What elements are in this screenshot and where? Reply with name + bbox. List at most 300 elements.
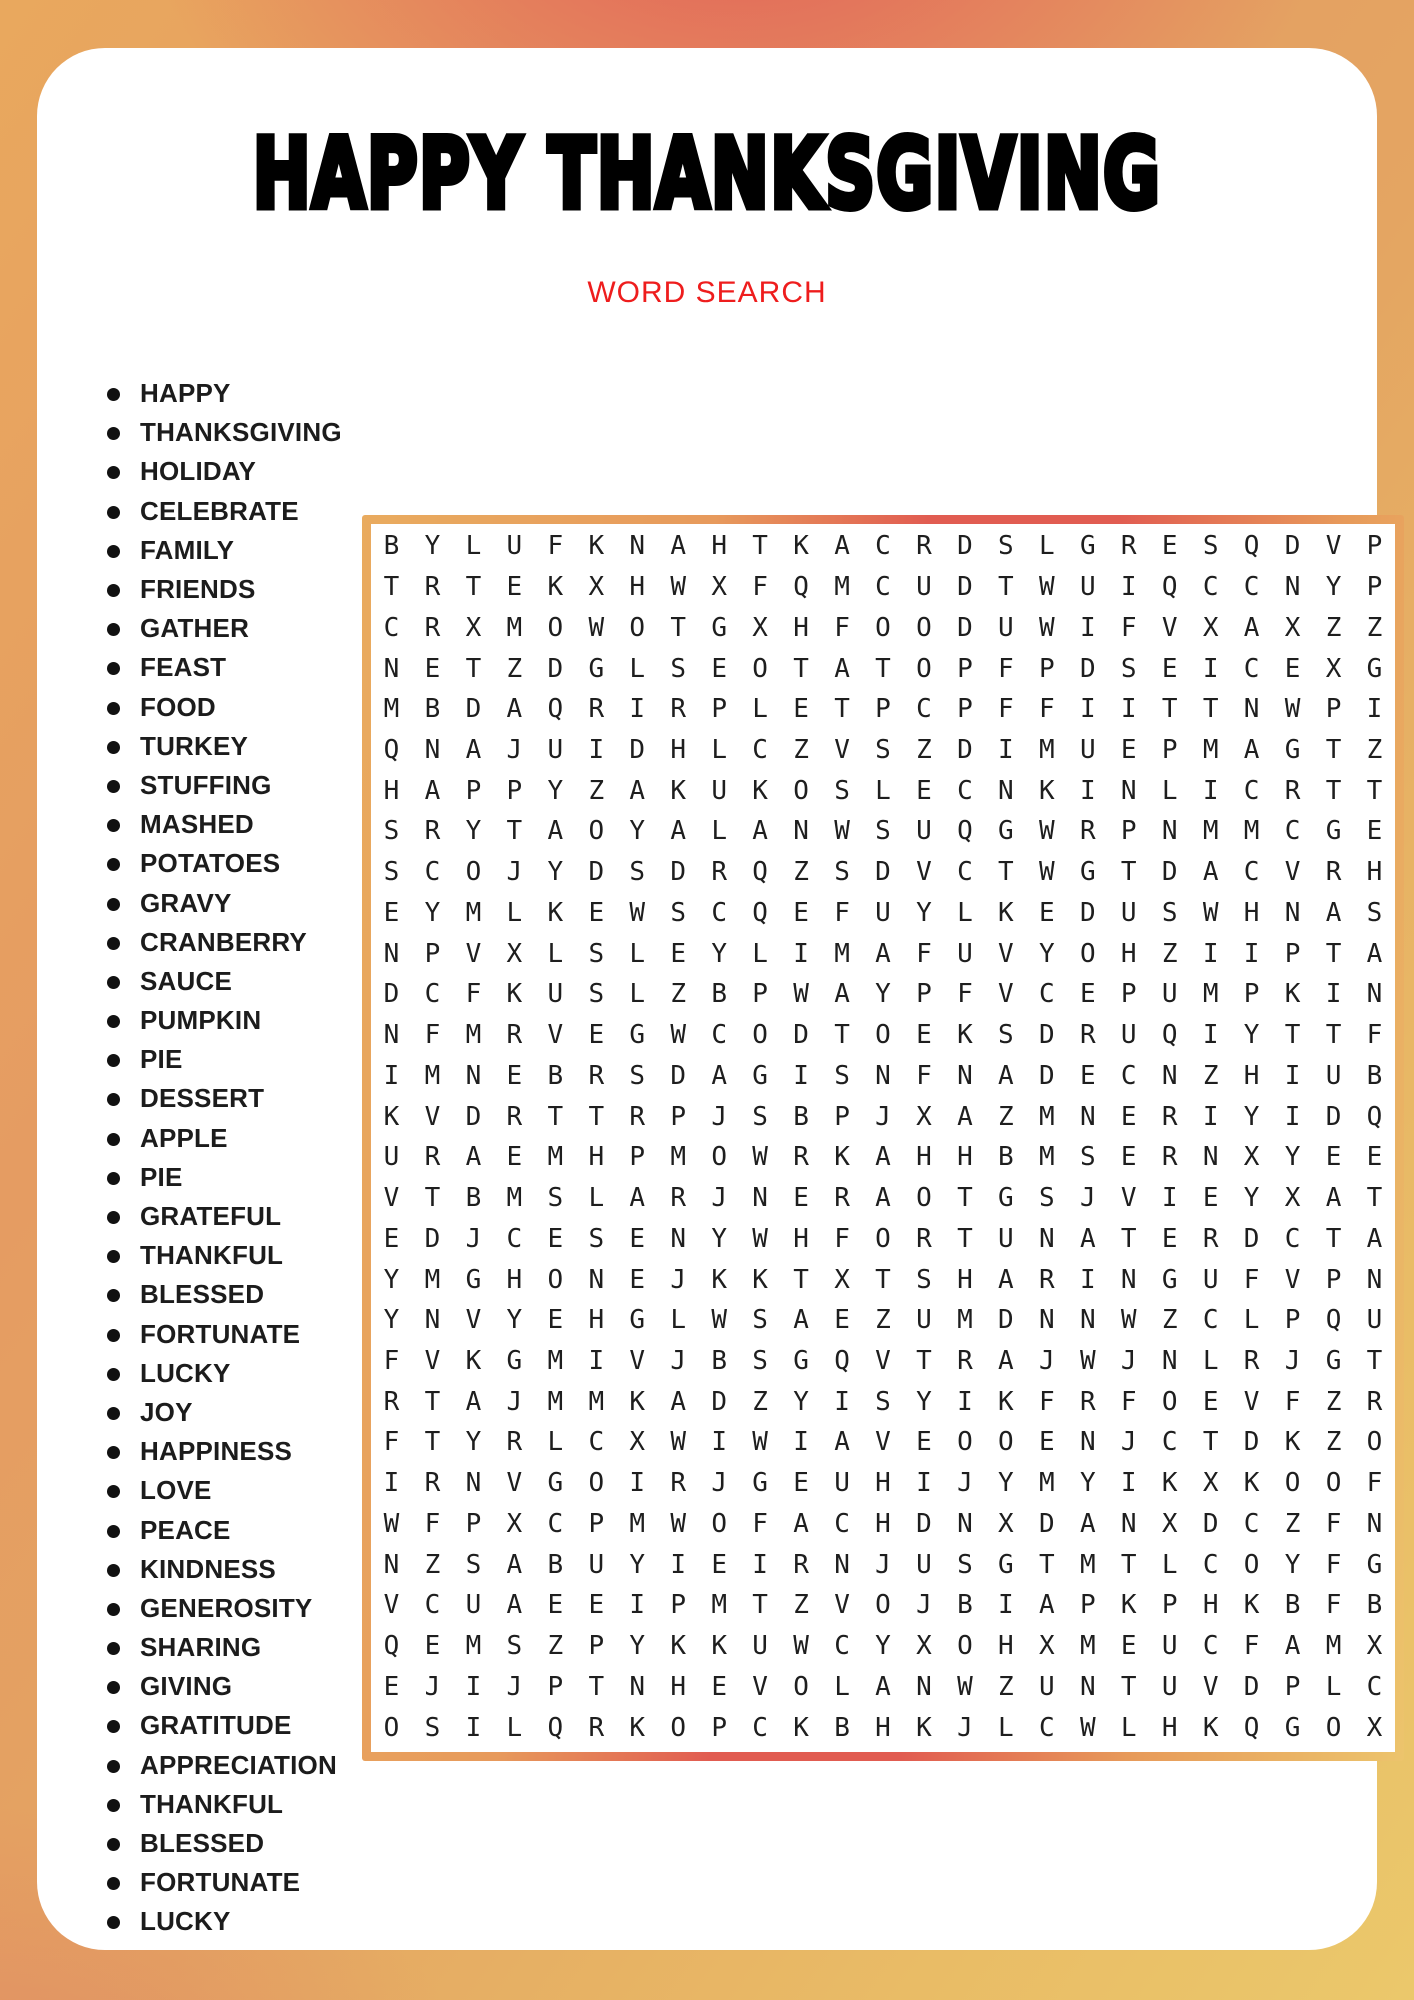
grid-letter: P xyxy=(1120,816,1137,847)
grid-letter: C xyxy=(1202,1305,1219,1336)
grid-letter: O xyxy=(1325,1468,1342,1499)
grid-letter: D xyxy=(1161,857,1178,888)
word-list-item: BLESSED xyxy=(107,1824,342,1863)
grid-letter: Z xyxy=(1161,1305,1178,1336)
grid-letter: A xyxy=(711,1060,727,1091)
grid-letter: N xyxy=(1284,897,1301,928)
grid-letter: T xyxy=(1325,1223,1342,1254)
grid-letter: P xyxy=(1325,694,1342,725)
grid-letter: R xyxy=(588,1712,605,1743)
grid-letter: I xyxy=(1284,1060,1301,1091)
grid-letter: K xyxy=(1039,775,1055,806)
grid-letter: S xyxy=(875,1386,891,1417)
grid-letter: U xyxy=(1161,1631,1178,1662)
grid-letter: I xyxy=(383,1060,400,1091)
grid-letter: A xyxy=(506,1549,523,1580)
grid-letter: A xyxy=(629,1183,646,1214)
grid-letter: I xyxy=(1202,1101,1219,1132)
grid-letter: V xyxy=(1243,1386,1260,1417)
grid-letter: K xyxy=(711,1631,727,1662)
grid-letter: V xyxy=(383,1183,400,1214)
grid-letter: A xyxy=(629,775,646,806)
grid-letter: Y xyxy=(1284,1549,1301,1580)
grid-letter: S xyxy=(834,775,850,806)
grid-letter: N xyxy=(1161,1060,1178,1091)
grid-letter: X xyxy=(1243,1142,1260,1173)
grid-letter: Y xyxy=(383,1305,400,1336)
grid-letter: F xyxy=(547,531,564,562)
grid-letter: Z xyxy=(916,735,932,766)
grid-letter: S xyxy=(629,1060,646,1091)
grid-letter: G xyxy=(1284,1712,1301,1743)
grid-letter: E xyxy=(547,1590,564,1621)
grid-letter: C xyxy=(1202,1549,1219,1580)
grid-letter: O xyxy=(711,1508,727,1539)
grid-letter: N xyxy=(1202,1142,1219,1173)
grid-letter: X xyxy=(1366,1712,1383,1743)
grid-letter: K xyxy=(1243,1468,1260,1499)
grid-letter: V xyxy=(998,979,1014,1010)
grid-letter: E xyxy=(547,1223,564,1254)
grid-letter: W xyxy=(670,572,687,603)
grid-letter: W xyxy=(1120,1305,1137,1336)
grid-letter: O xyxy=(875,1590,891,1621)
grid-letter: H xyxy=(1243,1060,1260,1091)
grid-letter: Y xyxy=(711,1223,727,1254)
grid-letter: X xyxy=(834,1264,850,1295)
grid-letter: T xyxy=(1325,775,1342,806)
word-list-item: THANKFUL xyxy=(107,1236,342,1275)
grid-letter: S xyxy=(383,857,400,888)
grid-letter: C xyxy=(1243,653,1260,684)
grid-letter: O xyxy=(1284,1468,1301,1499)
grid-letter: N xyxy=(1079,1101,1096,1132)
grid-letter: P xyxy=(916,979,932,1010)
grid-letter: I xyxy=(957,1386,973,1417)
grid-letter: E xyxy=(588,1590,605,1621)
grid-letter: C xyxy=(752,1712,768,1743)
grid-letter: X xyxy=(711,572,727,603)
grid-letter: V xyxy=(547,1020,564,1051)
grid-letter: Q xyxy=(834,1346,850,1377)
grid-letter: M xyxy=(424,1264,441,1295)
grid-letter: Z xyxy=(793,1590,809,1621)
grid-letter: X xyxy=(916,1101,932,1132)
grid-letter: P xyxy=(711,1712,727,1743)
grid-letter: C xyxy=(834,1631,850,1662)
grid-letter: N xyxy=(1120,1508,1137,1539)
grid-letter: L xyxy=(1325,1671,1342,1702)
grid-letter: N xyxy=(957,1060,973,1091)
grid-letter: L xyxy=(998,1712,1014,1743)
grid-letter: I xyxy=(793,1060,809,1091)
grid-letter: Q xyxy=(1366,1101,1383,1132)
grid-letter: G xyxy=(629,1020,646,1051)
grid-letter: G xyxy=(998,816,1014,847)
grid-letter: X xyxy=(465,612,482,643)
grid-letter: F xyxy=(1120,612,1137,643)
grid-letter: E xyxy=(383,1223,400,1254)
grid-letter: Q xyxy=(752,897,768,928)
grid-letter: V xyxy=(875,1346,891,1377)
grid-letter: H xyxy=(711,531,727,562)
grid-letter: R xyxy=(793,1142,809,1173)
grid-letter: K xyxy=(547,897,564,928)
grid-letter: G xyxy=(1284,735,1301,766)
grid-letter: T xyxy=(1120,857,1137,888)
grid-letter: I xyxy=(793,938,809,969)
grid-letter: Q xyxy=(547,1712,564,1743)
grid-letter: I xyxy=(1202,775,1219,806)
grid-letter: O xyxy=(875,1020,891,1051)
grid-letter: C xyxy=(1202,1631,1219,1662)
grid-letter: H xyxy=(998,1631,1014,1662)
grid-letter: R xyxy=(1284,775,1301,806)
grid-letter: A xyxy=(1202,857,1219,888)
grid-letter: A xyxy=(465,1386,482,1417)
grid-letter: T xyxy=(1366,1346,1383,1377)
grid-letter: Z xyxy=(506,653,523,684)
grid-letter: P xyxy=(1284,1671,1301,1702)
grid-letter: H xyxy=(875,1468,891,1499)
grid-letter: N xyxy=(1366,979,1383,1010)
grid-letter: J xyxy=(1039,1346,1055,1377)
grid-letter: D xyxy=(998,1305,1014,1336)
grid-letter: R xyxy=(383,1386,400,1417)
grid-letter: P xyxy=(1161,735,1178,766)
grid-letter: S xyxy=(424,1712,441,1743)
grid-letter: E xyxy=(1202,1183,1219,1214)
grid-letter: D xyxy=(629,735,646,766)
grid-letter: L xyxy=(1161,775,1178,806)
grid-letter: Y xyxy=(629,1631,646,1662)
grid-letter: N xyxy=(1079,1427,1096,1458)
grid-letter: K xyxy=(506,979,523,1010)
grid-letter: S xyxy=(670,897,687,928)
word-list-item: CELEBRATE xyxy=(107,492,342,531)
grid-letter: R xyxy=(916,531,932,562)
grid-letter: K xyxy=(670,775,687,806)
grid-letter: T xyxy=(957,1183,973,1214)
grid-letter: H xyxy=(793,612,809,643)
grid-letter: R xyxy=(588,694,605,725)
grid-letter: W xyxy=(834,816,850,847)
word-list-item: FEAST xyxy=(107,648,342,687)
grid-letter: L xyxy=(957,897,973,928)
grid-letter: I xyxy=(1284,1101,1301,1132)
grid-letter: O xyxy=(957,1427,973,1458)
grid-letter: D xyxy=(1325,1101,1342,1132)
grid-letter: A xyxy=(998,1264,1014,1295)
grid-letter: U xyxy=(383,1142,400,1173)
grid-letter: O xyxy=(916,653,932,684)
grid-letter: Z xyxy=(793,857,809,888)
grid-letter: X xyxy=(506,1508,523,1539)
grid-letter: U xyxy=(834,1468,850,1499)
grid-letter: K xyxy=(670,1631,687,1662)
grid-letter: E xyxy=(547,1305,564,1336)
grid-letter: O xyxy=(383,1712,400,1743)
grid-letter: Z xyxy=(588,775,605,806)
grid-letter: O xyxy=(1243,1549,1260,1580)
grid-letter: T xyxy=(383,572,400,603)
grid-letter: O xyxy=(588,1468,605,1499)
grid-letter: J xyxy=(670,1346,687,1377)
grid-letter: C xyxy=(752,735,768,766)
grid-letter: D xyxy=(1039,1020,1055,1051)
grid-letter: E xyxy=(916,1427,932,1458)
grid-letter: I xyxy=(1079,775,1096,806)
grid-letter: C xyxy=(957,775,973,806)
grid-letter: G xyxy=(1325,816,1342,847)
word-list-item: THANKSGIVING xyxy=(107,413,342,452)
grid-letter: J xyxy=(711,1183,727,1214)
grid-letter: D xyxy=(465,1101,482,1132)
grid-letter: T xyxy=(752,531,768,562)
word-list-item: LUCKY xyxy=(107,1354,342,1393)
grid-letter: W xyxy=(1202,897,1219,928)
grid-letter: F xyxy=(998,694,1014,725)
grid-letter: Y xyxy=(998,1468,1014,1499)
grid-letter: I xyxy=(793,1427,809,1458)
grid-letter: X xyxy=(1366,1631,1383,1662)
grid-letter: Z xyxy=(1325,1427,1342,1458)
grid-letter: D xyxy=(957,531,973,562)
grid-letter: O xyxy=(547,612,564,643)
grid-letter: N xyxy=(1079,1671,1096,1702)
grid-letter: P xyxy=(670,1590,687,1621)
grid-letter: O xyxy=(916,1183,932,1214)
grid-letter: F xyxy=(916,1060,932,1091)
grid-letter: F xyxy=(916,938,932,969)
grid-letter: H xyxy=(875,1712,891,1743)
grid-letter: O xyxy=(588,816,605,847)
grid-letter: O xyxy=(957,1631,973,1662)
grid-letter: F xyxy=(998,653,1014,684)
grid-letter: W xyxy=(711,1305,727,1336)
grid-letter: P xyxy=(957,694,973,725)
grid-letter: I xyxy=(752,1549,768,1580)
grid-letter: T xyxy=(424,1386,441,1417)
grid-letter: S xyxy=(1202,531,1219,562)
grid-letter: D xyxy=(670,857,687,888)
grid-letter: D xyxy=(1079,897,1096,928)
grid-letter: X xyxy=(1161,1508,1178,1539)
grid-letter: F xyxy=(834,897,850,928)
grid-letter: Z xyxy=(998,1101,1014,1132)
grid-letter: K xyxy=(588,531,605,562)
grid-letter: Y xyxy=(629,816,646,847)
grid-letter: N xyxy=(1039,1305,1055,1336)
grid-letter: U xyxy=(465,1590,482,1621)
grid-letter: O xyxy=(1079,938,1096,969)
grid-letter: H xyxy=(793,1223,809,1254)
grid-letter: E xyxy=(506,1142,523,1173)
grid-letter: M xyxy=(1039,735,1055,766)
grid-letter: I xyxy=(1366,694,1383,725)
grid-letter: L xyxy=(629,653,646,684)
grid-letter: V xyxy=(383,1590,400,1621)
grid-letter: A xyxy=(875,938,891,969)
grid-letter: T xyxy=(1366,1183,1383,1214)
grid-letter: W xyxy=(670,1427,687,1458)
grid-letter: A xyxy=(1366,1223,1383,1254)
grid-letter: N xyxy=(383,1549,400,1580)
grid-letter: Y xyxy=(424,531,441,562)
word-list-item: JOY xyxy=(107,1393,342,1432)
grid-letter: Y xyxy=(875,979,891,1010)
grid-letter: E xyxy=(1325,1142,1342,1173)
grid-letter: N xyxy=(629,531,646,562)
grid-letter: A xyxy=(875,1183,891,1214)
grid-letter: G xyxy=(1366,653,1383,684)
grid-letter: M xyxy=(424,1060,441,1091)
grid-letter: G xyxy=(588,653,605,684)
grid-letter: I xyxy=(1120,694,1137,725)
grid-letter: D xyxy=(711,1386,727,1417)
grid-letter: B xyxy=(1284,1590,1301,1621)
grid-letter: C xyxy=(424,979,441,1010)
grid-letter: D xyxy=(465,694,482,725)
grid-letter: P xyxy=(711,694,727,725)
grid-letter: M xyxy=(383,694,400,725)
grid-letter: G xyxy=(1325,1346,1342,1377)
grid-letter: U xyxy=(957,938,973,969)
grid-letter: U xyxy=(916,572,932,603)
grid-letter: C xyxy=(1039,1712,1055,1743)
grid-letter: E xyxy=(793,1183,809,1214)
grid-letter: W xyxy=(1079,1346,1096,1377)
grid-letter: L xyxy=(1243,1305,1260,1336)
grid-letter: C xyxy=(506,1223,523,1254)
grid-letter: T xyxy=(1120,1549,1137,1580)
grid-letter: I xyxy=(1079,612,1096,643)
grid-letter: Y xyxy=(383,1264,400,1295)
grid-letter: E xyxy=(1120,1142,1137,1173)
grid-letter: U xyxy=(1161,979,1178,1010)
grid-letter: E xyxy=(670,938,687,969)
grid-letter: M xyxy=(1243,816,1260,847)
grid-letter: Z xyxy=(1284,1508,1301,1539)
grid-letter: M xyxy=(957,1305,973,1336)
grid-letter: J xyxy=(711,1101,727,1132)
grid-letter: I xyxy=(588,1346,605,1377)
grid-letter: B xyxy=(1366,1060,1383,1091)
grid-letter: T xyxy=(998,857,1014,888)
grid-letter: K xyxy=(1284,1427,1301,1458)
grid-letter: I xyxy=(629,1468,646,1499)
grid-letter: E xyxy=(1079,979,1096,1010)
grid-letter: I xyxy=(1079,1264,1096,1295)
grid-letter: R xyxy=(670,1183,687,1214)
grid-letter: W xyxy=(957,1671,973,1702)
grid-letter: I xyxy=(1079,694,1096,725)
grid-letter: C xyxy=(875,572,891,603)
grid-letter: I xyxy=(465,1712,482,1743)
word-list-item: HAPPINESS xyxy=(107,1432,342,1471)
grid-letter: F xyxy=(1366,1468,1383,1499)
grid-letter: Q xyxy=(793,572,809,603)
grid-letter: Z xyxy=(875,1305,891,1336)
grid-letter: I xyxy=(998,1590,1014,1621)
grid-letter: V xyxy=(424,1346,441,1377)
grid-letter: A xyxy=(1243,612,1260,643)
grid-letter: R xyxy=(424,572,441,603)
grid-letter: Z xyxy=(424,1549,441,1580)
grid-letter: X xyxy=(916,1631,932,1662)
grid-letter: H xyxy=(629,572,646,603)
grid-letter: C xyxy=(424,857,441,888)
grid-letter: U xyxy=(916,816,932,847)
grid-letter: R xyxy=(1120,531,1137,562)
grid-letter: M xyxy=(1202,979,1219,1010)
word-list xyxy=(107,374,342,1942)
grid-letter: A xyxy=(875,1142,891,1173)
grid-letter: J xyxy=(465,1223,482,1254)
grid-letter: E xyxy=(793,897,809,928)
grid-letter: X xyxy=(1325,653,1342,684)
grid-letter: B xyxy=(711,1346,727,1377)
grid-letter: S xyxy=(547,1183,564,1214)
grid-letter: U xyxy=(1325,1060,1342,1091)
grid-letter: H xyxy=(588,1142,605,1173)
grid-letter: N xyxy=(670,1223,687,1254)
word-list-item: HOLIDAY xyxy=(107,452,342,491)
grid-letter: H xyxy=(957,1142,973,1173)
grid-letter: O xyxy=(752,653,768,684)
grid-letter: T xyxy=(1161,694,1178,725)
word-list-item: HAPPY xyxy=(107,374,342,413)
grid-letter: P xyxy=(465,775,482,806)
grid-letter: Y xyxy=(629,1549,646,1580)
grid-letter: U xyxy=(1120,897,1137,928)
grid-letter: T xyxy=(793,653,809,684)
grid-letter: Y xyxy=(547,857,564,888)
grid-letter: J xyxy=(506,857,523,888)
grid-letter: A xyxy=(1366,938,1383,969)
grid-letter: D xyxy=(383,979,400,1010)
grid-letter: K xyxy=(752,775,768,806)
grid-letter: N xyxy=(1120,775,1137,806)
grid-letter: N xyxy=(1366,1264,1383,1295)
grid-letter: A xyxy=(1079,1223,1096,1254)
grid-letter: G xyxy=(1079,531,1096,562)
grid-letter: L xyxy=(711,735,727,766)
word-list-item: GRATITUDE xyxy=(107,1706,342,1745)
grid-letter: G xyxy=(998,1549,1014,1580)
word-list-item: LUCKY xyxy=(107,1902,342,1941)
grid-letter: A xyxy=(834,979,850,1010)
grid-letter: M xyxy=(465,1020,482,1051)
grid-letter: A xyxy=(834,531,850,562)
grid-letter: V xyxy=(1284,857,1301,888)
grid-letter: A xyxy=(547,816,564,847)
grid-letter: K xyxy=(793,531,809,562)
grid-letter: N xyxy=(875,1060,891,1091)
grid-letter: N xyxy=(957,1508,973,1539)
word-list-item: CRANBERRY xyxy=(107,923,342,962)
grid-letter: P xyxy=(1325,1264,1342,1295)
grid-letter: N xyxy=(383,1020,400,1051)
grid-letter: D xyxy=(957,612,973,643)
grid-letter: L xyxy=(629,979,646,1010)
grid-letter: O xyxy=(793,1671,809,1702)
grid-letter: M xyxy=(629,1508,646,1539)
grid-letter: E xyxy=(629,1223,646,1254)
grid-letter: S xyxy=(752,1346,768,1377)
grid-letter: S xyxy=(834,1060,850,1091)
grid-letter: S xyxy=(506,1631,523,1662)
